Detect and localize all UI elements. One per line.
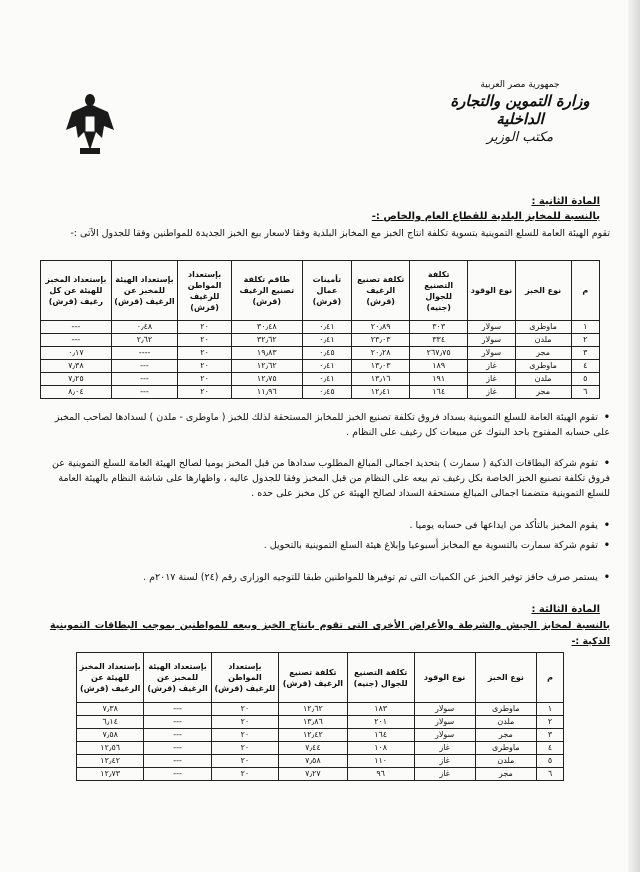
col-header: تأمينات عمال (قرش) <box>302 261 352 321</box>
cell: ٦ <box>537 768 564 781</box>
cell: ٢٫٦٢ <box>111 334 177 347</box>
col-header: نوع الخبز <box>475 653 536 703</box>
cell: ١٣٫٨٦ <box>279 716 348 729</box>
cell: ١٢٫٤١ <box>352 386 410 399</box>
cell: ٢٠ <box>178 360 232 373</box>
cell: سولار <box>414 716 475 729</box>
article-3-title: المادة الثالثة : <box>531 604 600 615</box>
table-row <box>41 373 600 386</box>
cell: مجر <box>515 386 571 399</box>
cell: ٢٣٫٠٣ <box>352 334 410 347</box>
cell: غاز <box>414 768 475 781</box>
cell: ٠٫٤٥ <box>302 386 352 399</box>
cell: ١٩٫٨٣ <box>231 347 302 360</box>
cell: ٢٠ <box>211 742 278 755</box>
cell: ١٢٫٧٥ <box>231 373 302 386</box>
bullet-text: تقوم الهيئة العامة للسلع التموينية بسداد فروق تكلفة تصنيع الخبز للمخابز المستحقة لذلك للخبز ( ماوطرى - ملدن ) لسدادها لصاحب المخبز على حسابه المفتوح باحد البنوك عن مبيعات كل رغيف على النظام . <box>54 412 610 438</box>
col-header: بإستعداد المواطن للرغيف (قرش) <box>178 261 232 321</box>
cell: ٢٠١ <box>347 716 414 729</box>
table-row <box>77 729 564 742</box>
cell: ٣٣٤ <box>410 334 468 347</box>
cell: ٣ <box>571 347 599 360</box>
cell: ١٨٩ <box>410 360 468 373</box>
bullet-text: تقوم شركة سمارت بالتسوية مع المخابز أسبوعيا وإبلاغ هيئة السلع التموينية بالتحويل . <box>263 540 598 551</box>
cell: ٦ <box>571 386 599 399</box>
cell: ٧٫٣٨ <box>41 360 112 373</box>
cell: ماوطرى <box>475 703 536 716</box>
cell: ١٦٤ <box>347 729 414 742</box>
cell: ٢٠ <box>178 347 232 360</box>
cell: ٢٠ <box>211 716 278 729</box>
bullet-item <box>50 456 610 501</box>
bullet-text: تقوم شركة البطاقات الذكية ( سمارت ) بتحديد اجمالى المبالغ المطلوب سدادها من قبل المخبز يوميا لصالح الهيئة العامة للسلع التموينية عن فروق تكلفة تصنيع الخبز الخاصة بكل رغيف تم بيعه على النظام من قبل المخبز وفقا للجدول عاليه ، واظهارها على شاشة النظام بالهيئة العامة للسلع التموينية متضمنا اجمالى المبالغ مستحقة السداد لصالح الهيئة عن كل مخبز على حده . <box>51 458 610 499</box>
col-header: بإستعداد المواطن للرغيف (قرش) <box>211 653 278 703</box>
cell: سولار <box>468 334 515 347</box>
cell: ٧٫٤٤ <box>279 742 348 755</box>
cell: مجر <box>515 347 571 360</box>
cell: ١٦٤ <box>410 386 468 399</box>
cell: ٤ <box>571 360 599 373</box>
bullet-item <box>50 538 610 553</box>
cell: ١٢٫٦٢ <box>231 360 302 373</box>
cell: ٢٠ <box>211 755 278 768</box>
letterhead <box>430 80 610 145</box>
cell: ملدن <box>475 755 536 768</box>
table-row <box>77 703 564 716</box>
cell: --- <box>111 373 177 386</box>
table-row <box>41 386 600 399</box>
cell: ١٢٫٥٦ <box>77 742 144 755</box>
cell: ٦٫١٤ <box>77 716 144 729</box>
cell: ١ <box>537 703 564 716</box>
cell: ٠٫٤١ <box>302 360 352 373</box>
cell: --- <box>111 360 177 373</box>
bullet-icon: • <box>603 412 610 423</box>
bullet-text: يقوم المخبز بالتأكد من ايداعها فى حسابه يوميا . <box>409 520 598 531</box>
table-row <box>77 768 564 781</box>
cell: ١ <box>571 321 599 334</box>
cell: ٢٠ <box>211 729 278 742</box>
cell: ٢٠ <box>211 703 278 716</box>
cell: ٠٫٤٥ <box>302 347 352 360</box>
cell: ملدن <box>515 373 571 386</box>
cell: مجر <box>475 768 536 781</box>
cell: ٢٠ <box>178 321 232 334</box>
cell: ١١٠ <box>347 755 414 768</box>
cell: ٢ <box>537 716 564 729</box>
cell: غاز <box>414 742 475 755</box>
cell: ٣ <box>537 729 564 742</box>
bullet-icon: • <box>603 458 610 469</box>
cell: ٠٫٤١ <box>302 373 352 386</box>
table-row <box>41 321 600 334</box>
bullet-item <box>50 410 610 440</box>
cell: ١٠٨ <box>347 742 414 755</box>
cell: ٧٫٢٧ <box>279 768 348 781</box>
table-row <box>77 755 564 768</box>
table-row <box>41 334 600 347</box>
bullet-text: يستمر صرف حافز توفير الخبز عن الكميات التى تم توفيرها للمواطنين طبقا للتوجيه الوزارى رقم (٢٤) لسنة ٢٠١٧م . <box>143 572 598 583</box>
bullet-icon: • <box>603 572 610 583</box>
cell: --- <box>111 386 177 399</box>
republic-name: جمهورية مصر العربية <box>480 80 560 90</box>
cell: ٢٦٧٫٧٥ <box>410 347 468 360</box>
cell: مجر <box>475 729 536 742</box>
cell: --- <box>41 334 112 347</box>
cell: ٢٠ <box>178 334 232 347</box>
cell: ١٢٫٤٢ <box>77 755 144 768</box>
cell: --- <box>144 729 211 742</box>
article-3-table <box>76 652 564 781</box>
cell: ٥ <box>537 755 564 768</box>
cell: ٠٫٤١ <box>302 334 352 347</box>
cell: ماوطرى <box>515 360 571 373</box>
table-header-row <box>41 261 600 321</box>
cell: ماوطرى <box>515 321 571 334</box>
col-header: تكلفة تصنيع الرغيف (قرش) <box>279 653 348 703</box>
ministry-name: وزارة التموين والتجارة الداخلية <box>450 92 590 128</box>
cell: --- <box>144 755 211 768</box>
cell: --- <box>144 742 211 755</box>
cell: ٢٠ <box>178 373 232 386</box>
col-header: بإستعداد الهيئة للمخبز عن الرغيف (قرش) <box>111 261 177 321</box>
eagle-emblem-icon <box>64 90 116 160</box>
bullet-item <box>50 570 610 585</box>
article-2-table <box>40 260 600 399</box>
cell: ٣٠٫٤٨ <box>231 321 302 334</box>
cell: ٣٠٣ <box>410 321 468 334</box>
cell: سولار <box>468 347 515 360</box>
cell: سولار <box>414 703 475 716</box>
cell: ١٣٫٠٣ <box>352 360 410 373</box>
cell: ١٢٫٤٢ <box>279 729 348 742</box>
cell: ٧٫٣٨ <box>77 703 144 716</box>
cell: --- <box>144 716 211 729</box>
article-2-title: المادة الثانية : <box>531 196 600 207</box>
table-row <box>77 716 564 729</box>
cell: ٧٫٥٨ <box>279 755 348 768</box>
cell: ٧٫٢٥ <box>41 373 112 386</box>
cell: ٢٠٫٨٩ <box>352 321 410 334</box>
cell: ٧٫٥٨ <box>77 729 144 742</box>
col-header: م <box>571 261 599 321</box>
cell: --- <box>144 768 211 781</box>
cell: ٠٫٤١ <box>302 321 352 334</box>
cell: ٢٠ <box>211 768 278 781</box>
cell: ٤ <box>537 742 564 755</box>
table-header-row <box>77 653 564 703</box>
cell: سولار <box>468 321 515 334</box>
cell: ٣٢٫٦٢ <box>231 334 302 347</box>
cell: ٢٠٫٢٨ <box>352 347 410 360</box>
col-header: بإستعداد الهيئة للمخبز عن الرغيف (قرش) <box>144 653 211 703</box>
office-name: مكتب الوزير <box>486 130 554 145</box>
cell: ملدن <box>515 334 571 347</box>
cell: ١٣٫١٦ <box>352 373 410 386</box>
cell: ٥ <box>571 373 599 386</box>
col-header: م <box>537 653 564 703</box>
cell: ٠٫١٧ <box>41 347 112 360</box>
cell: سولار <box>414 729 475 742</box>
cell: ٠٫٤٨ <box>111 321 177 334</box>
bullet-icon: • <box>603 540 610 551</box>
table-row <box>41 347 600 360</box>
col-header: طاقم تكلفة تصنيع الرغيف (قرش) <box>231 261 302 321</box>
cell: ١٩١ <box>410 373 468 386</box>
article-2-intro: تقوم الهيئة العامة للسلع التموينية بتسوية تكلفة انتاج الخبز مع المخابز البلدية وفقا لاسعار بيع الخبز الجديدة للمواطنين وفقا للجدول الآتى :- <box>70 228 610 239</box>
cell: ٢٠ <box>178 386 232 399</box>
article-2-subtitle: بالنسبة للمخابز البلدية للقطاع العام والخاص :- <box>371 211 600 222</box>
article-3-intro: بالنسبة لمخابز الجيش والشرطة والأغراض الأخرى التى تقوم بانتاج الخبز وبيعه للمواطنين بموجب البطاقات التموينية الذكية :- <box>50 620 610 647</box>
col-header: نوع الوقود <box>468 261 515 321</box>
cell: ماوطرى <box>475 742 536 755</box>
cell: --- <box>144 703 211 716</box>
cell: غاز <box>414 755 475 768</box>
cell: ملدن <box>475 716 536 729</box>
col-header: تكلفة التصنيع للجوال (جنيه) <box>347 653 414 703</box>
scan-edge-shadow <box>628 0 640 872</box>
cell: ١٨٣ <box>347 703 414 716</box>
cell: ٢ <box>571 334 599 347</box>
cell: --- <box>41 321 112 334</box>
cell: ١٢٫٦٢ <box>279 703 348 716</box>
cell: غاز <box>468 360 515 373</box>
col-header: نوع الوقود <box>414 653 475 703</box>
cell: ١١٫٩٦ <box>231 386 302 399</box>
col-header: بإستعداد المخبز للهيئة عن كل رغيف (قرش) <box>41 261 112 321</box>
col-header: بإستعداد المخبز للهيئة عن الرغيف (قرش) <box>77 653 144 703</box>
table-row <box>41 360 600 373</box>
col-header: تكلفة التصنيع للجوال (جنيه) <box>410 261 468 321</box>
col-header: تكلفة تصنيع الرغيف (قرش) <box>352 261 410 321</box>
bullet-icon: • <box>603 520 610 531</box>
col-header: نوع الخبز <box>515 261 571 321</box>
table-row <box>77 742 564 755</box>
bullet-item <box>50 518 610 533</box>
cell: ٨٫٠٤ <box>41 386 112 399</box>
cell: ---- <box>111 347 177 360</box>
cell: ٩٦ <box>347 768 414 781</box>
cell: غاز <box>468 386 515 399</box>
cell: ١٢٫٧٣ <box>77 768 144 781</box>
cell: غاز <box>468 373 515 386</box>
